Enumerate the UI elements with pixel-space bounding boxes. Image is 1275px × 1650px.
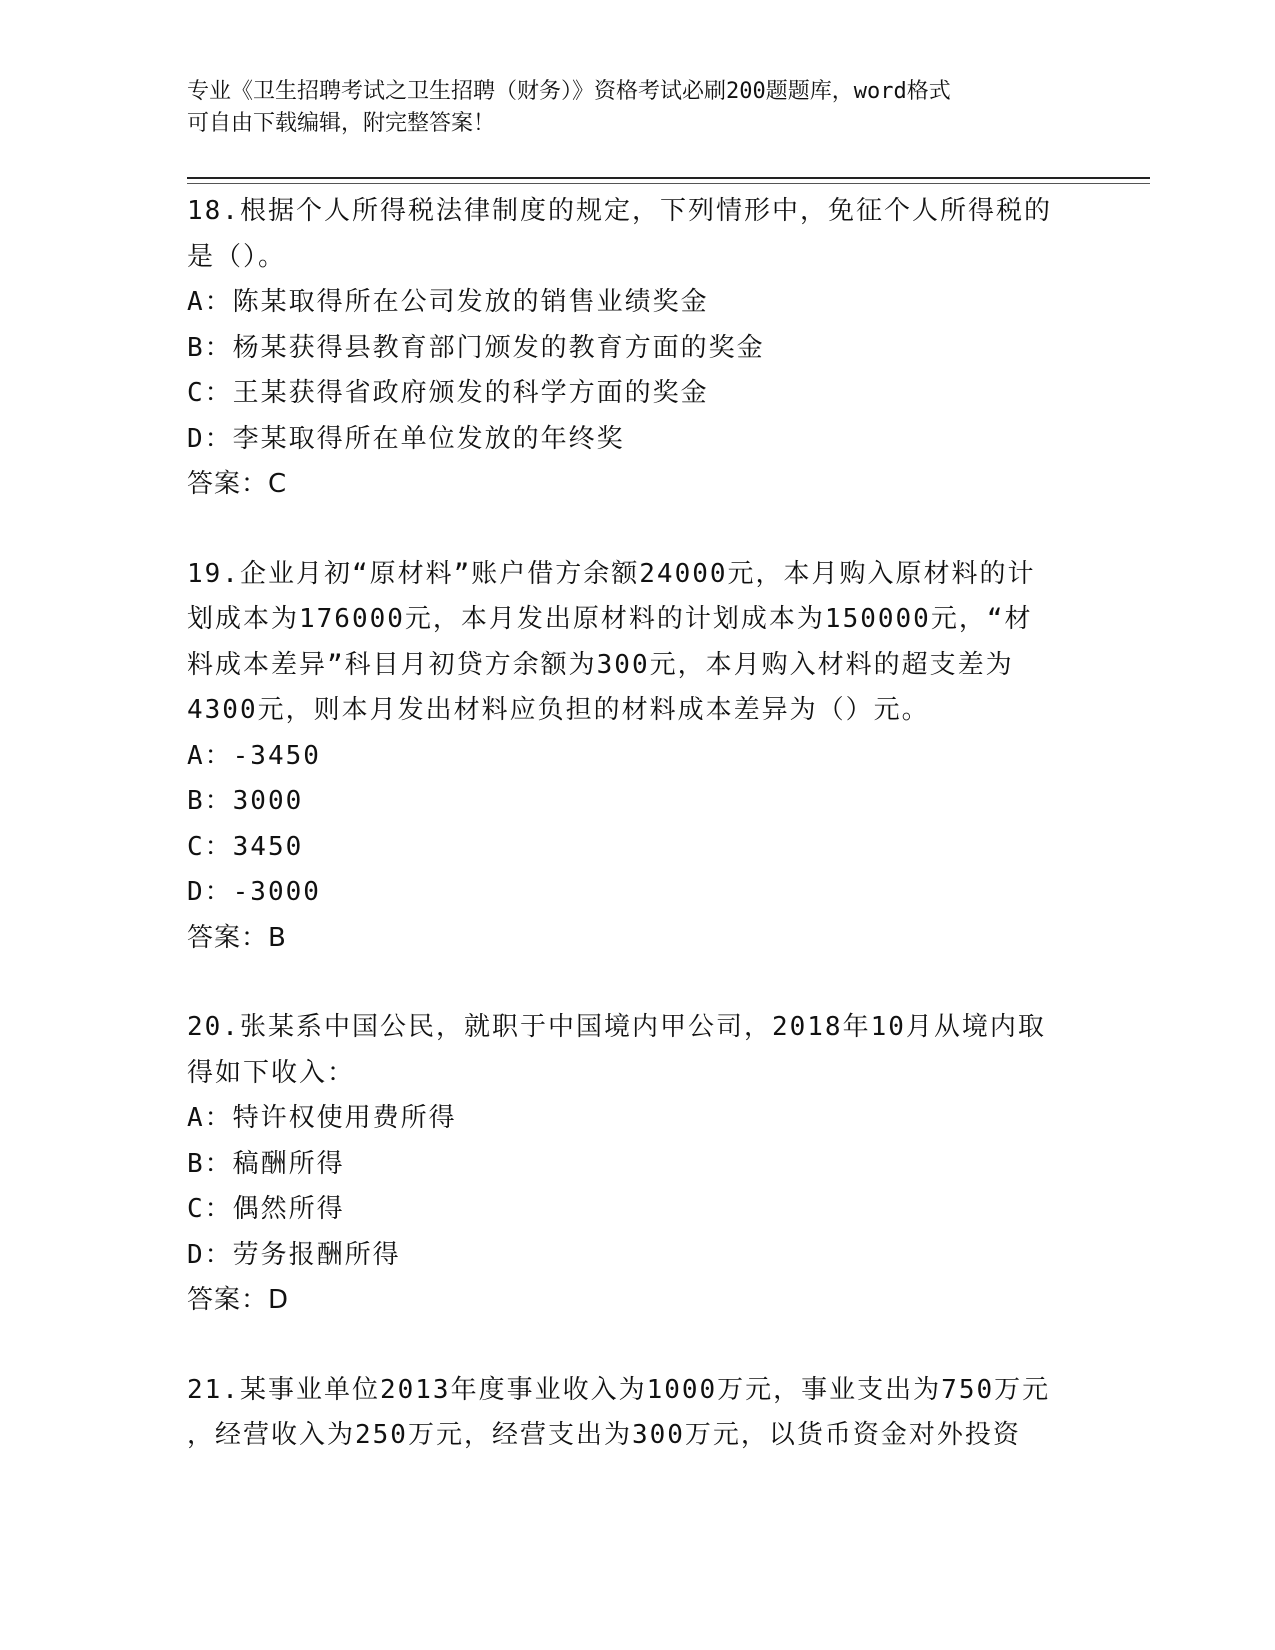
question-text-line: 20.张某系中国公民，就职于中国境内甲公司，2018年10月从境内取 xyxy=(187,1012,1046,1042)
question-text-line: 得如下收入： xyxy=(187,1057,356,1088)
question-text-line: 是（）。 xyxy=(187,241,287,272)
answer-line: 答案：C xyxy=(187,469,288,499)
option-d: D：-3000 xyxy=(187,877,321,907)
answer-line: 答案：D xyxy=(187,1285,290,1315)
option-a: A：陈某取得所在公司发放的销售业绩奖金 xyxy=(187,287,709,317)
option-a: A：特许权使用费所得 xyxy=(187,1103,457,1133)
question-text-line: 18.根据个人所得税法律制度的规定，下列情形中，免征个人所得税的 xyxy=(187,196,1052,226)
question-text-line: 21.某事业单位2013年度事业收入为1000万元，事业支出为750万元 xyxy=(187,1374,1051,1405)
option-d: D：劳务报酬所得 xyxy=(187,1239,401,1270)
header-line-1: 专业《卫生招聘考试之卫生招聘（财务）》资格考试必刷200题题库，word格式 xyxy=(187,79,951,104)
option-b: B：稿酬所得 xyxy=(187,1148,345,1179)
question-list xyxy=(187,189,1087,1503)
option-a: A：-3450 xyxy=(187,740,321,771)
question-text-line: 4300元，则本月发出材料应负担的材料成本差异为（）元。 xyxy=(187,695,930,725)
answer-line: 答案：B xyxy=(187,922,287,953)
question-text-line: ，经营收入为250万元，经营支出为300万元，以货币资金对外投资 xyxy=(187,1420,1021,1450)
header-divider-thick xyxy=(187,177,1150,179)
header-divider-thin xyxy=(187,183,1150,184)
question-text-line: 19.企业月初“原材料”账户借方余额24000元，本月购入原材料的计 xyxy=(187,558,1036,589)
question-18 xyxy=(187,189,1087,508)
option-b: B：杨某获得县教育部门颁发的教育方面的奖金 xyxy=(187,332,765,363)
question-text-line: 划成本为176000元，本月发出原材料的计划成本为150000元，“材 xyxy=(187,604,1033,634)
option-c: C：3450 xyxy=(187,831,304,862)
option-c: C：王某获得省政府颁发的科学方面的奖金 xyxy=(187,378,709,408)
question-21 xyxy=(187,1368,1087,1459)
option-d: D：李某取得所在单位发放的年终奖 xyxy=(187,423,625,454)
header-line-2: 可自由下载编辑，附完整答案！ xyxy=(187,111,496,136)
option-b: B：3000 xyxy=(187,786,304,816)
document-header xyxy=(187,76,1067,140)
option-c: C：偶然所得 xyxy=(187,1194,345,1224)
question-20 xyxy=(187,1005,1087,1324)
question-19 xyxy=(187,552,1087,962)
question-text-line: 料成本差异”科目月初贷方余额为300元，本月购入材料的超支差为 xyxy=(187,649,1014,680)
